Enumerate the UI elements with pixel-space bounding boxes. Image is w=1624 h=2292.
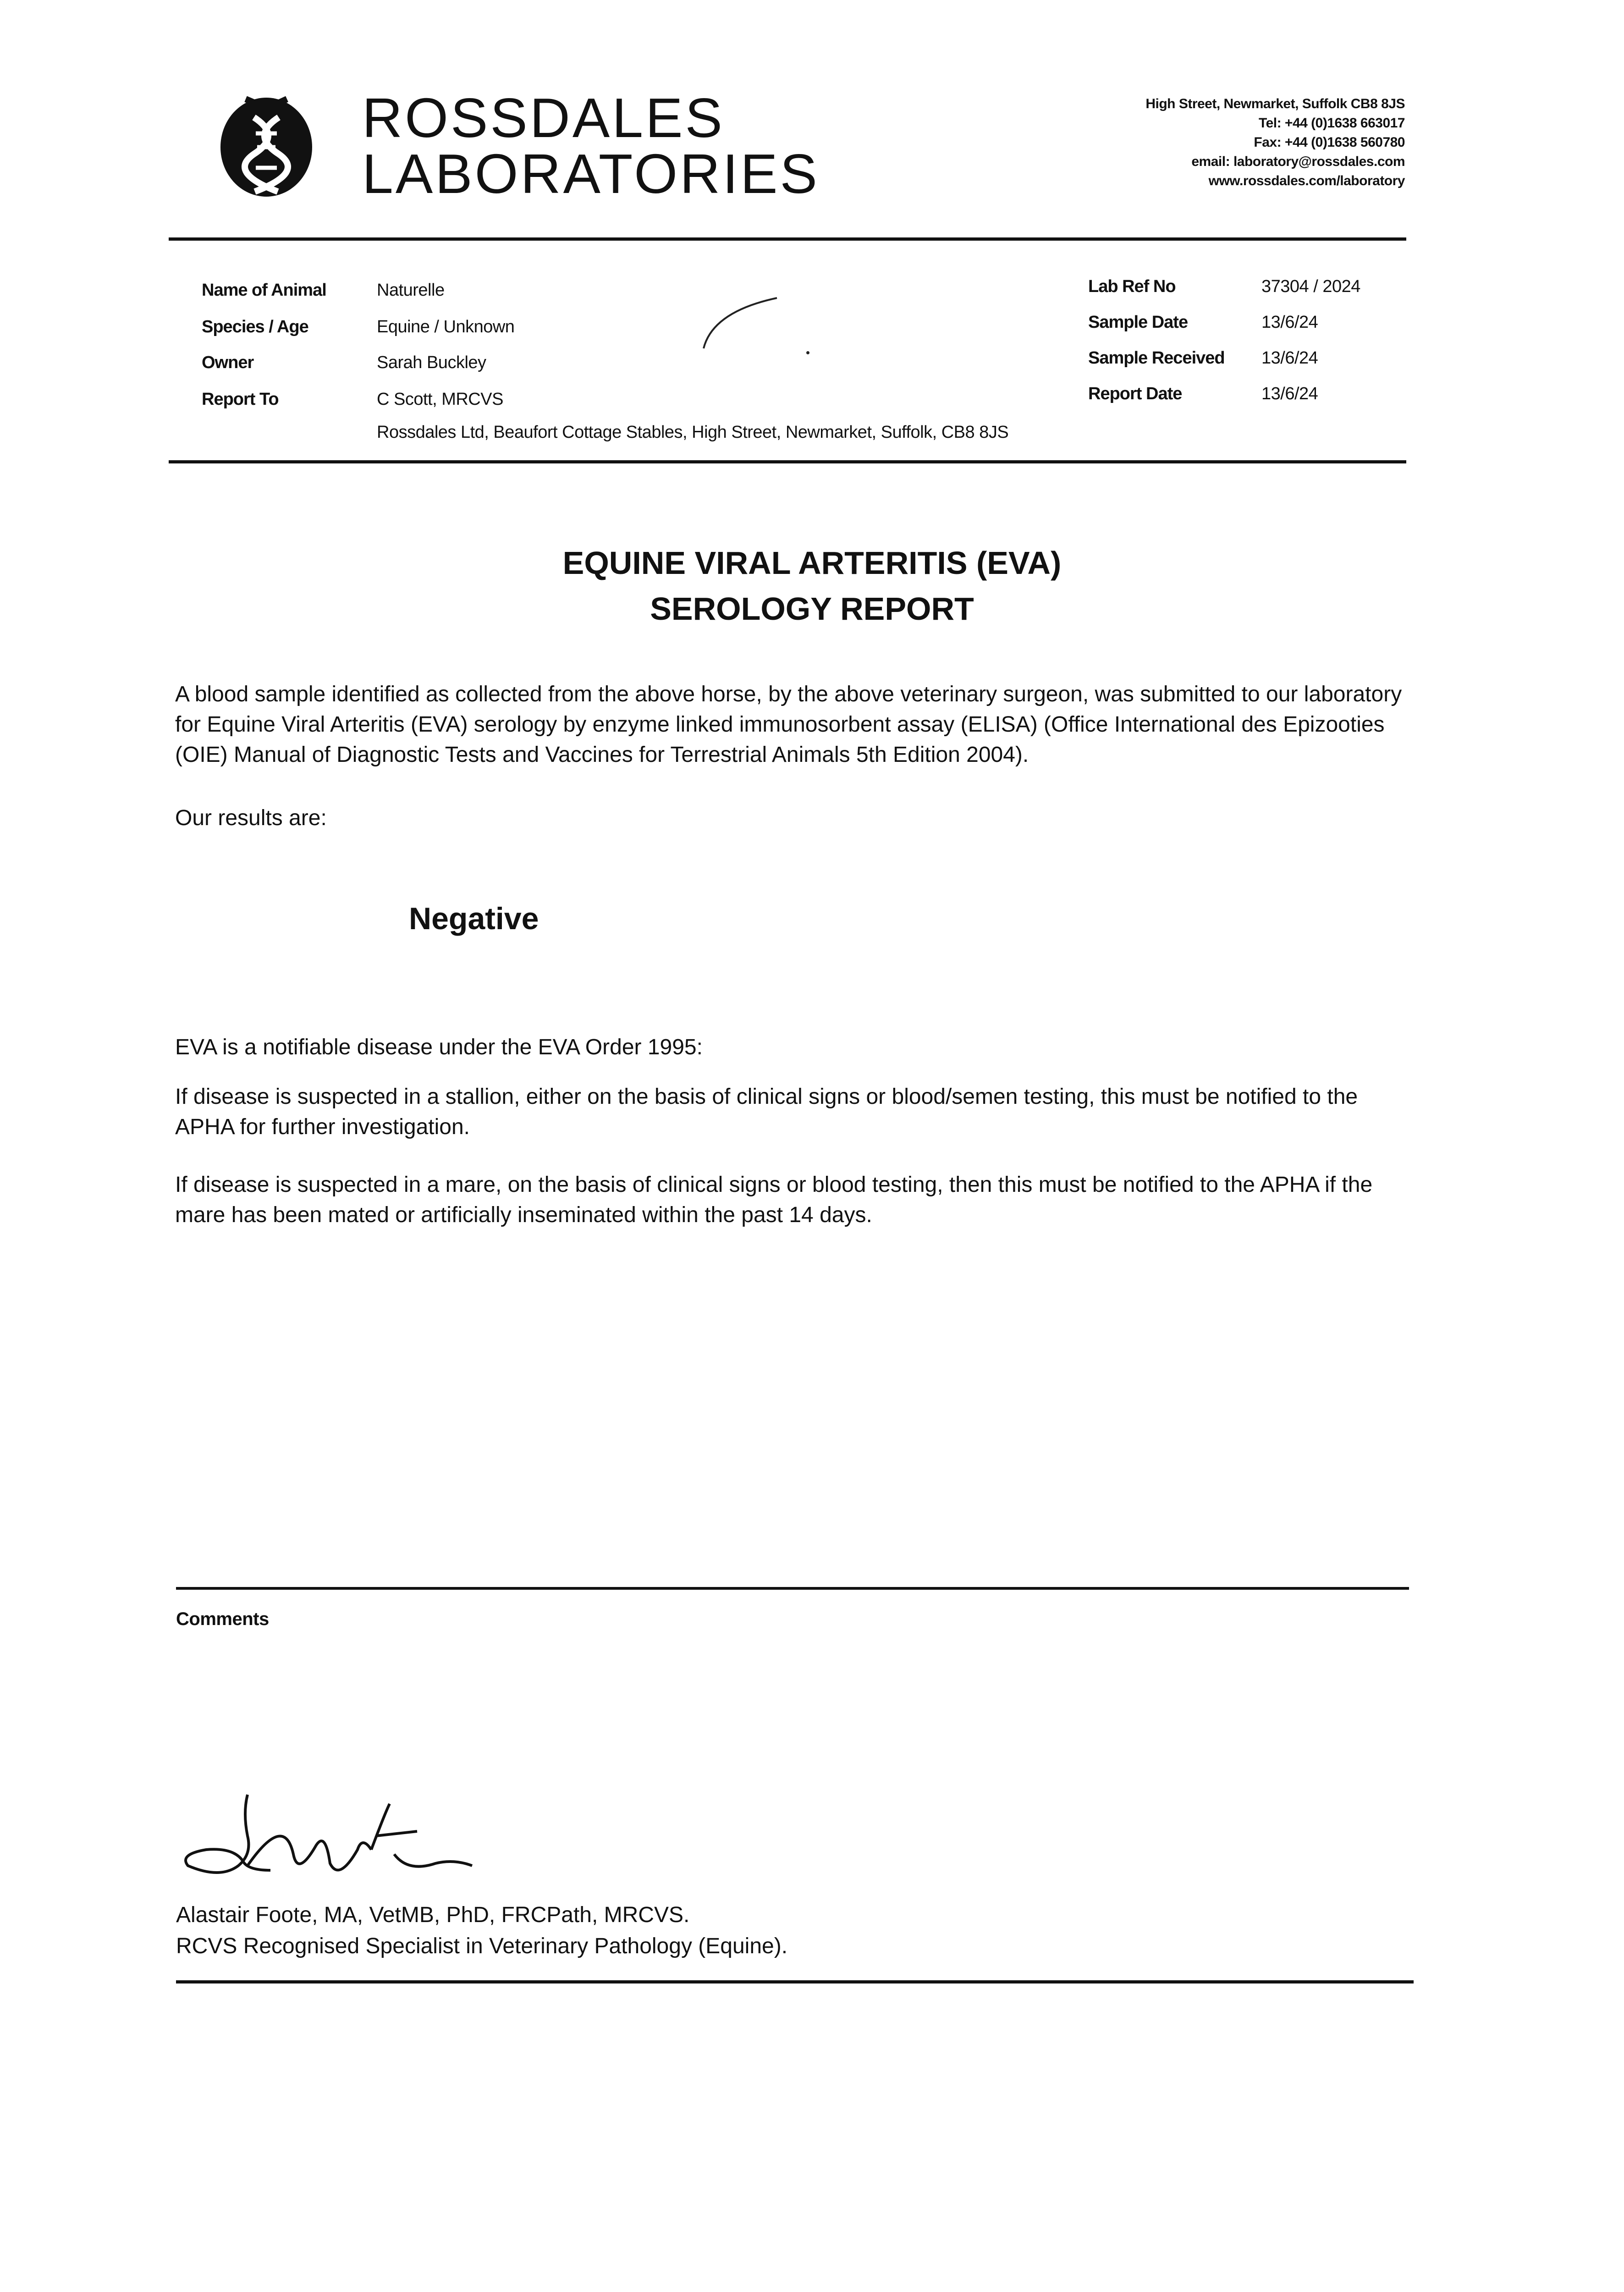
name-of-animal-value: Naturelle xyxy=(377,281,445,300)
header-divider xyxy=(169,237,1406,241)
report-date-value: 13/6/24 xyxy=(1261,384,1318,403)
species-age-value: Equine / Unknown xyxy=(377,317,515,336)
sample-received-value: 13/6/24 xyxy=(1261,348,1318,368)
brand-line-1: ROSSDALES xyxy=(362,87,725,149)
signatory-name: Alastair Foote, MA, VetMB, PhD, FRCPath, MRCVS. xyxy=(176,1903,690,1927)
address-line: High Street, Newmarket, Suffolk CB8 8JS xyxy=(1145,96,1405,111)
report-to-value: C Scott, MRCVS xyxy=(377,390,503,409)
report-to-address: Rossdales Ltd, Beaufort Cottage Stables, High Street, Newmarket, Suffolk, CB8 8JS xyxy=(377,423,1009,442)
pen-dot xyxy=(806,351,809,354)
species-age-label: Species / Age xyxy=(202,317,308,336)
report-date-label: Report Date xyxy=(1088,384,1182,403)
lab-ref-value: 37304 / 2024 xyxy=(1261,277,1360,296)
signatory-title: RCVS Recognised Specialist in Veterinary Pathology (Equine). xyxy=(176,1934,788,1958)
test-result: Negative xyxy=(409,901,539,936)
report-title xyxy=(0,540,1624,632)
comments-divider xyxy=(176,1587,1409,1590)
stallion-note: If disease is suspected in a stallion, either on the basis of clinical signs or blood/semen testing, this must be notified to the APHA for further investigation. xyxy=(175,1085,1358,1139)
signature-icon xyxy=(179,1785,500,1895)
sample-date-label: Sample Date xyxy=(1088,313,1188,332)
fax-value: +44 (0)1638 560780 xyxy=(1284,135,1405,150)
fax-label: Fax: xyxy=(1254,135,1282,150)
website-line: www.rossdales.com/laboratory xyxy=(1208,173,1405,188)
fax-line xyxy=(1145,133,1405,152)
report-to-label: Report To xyxy=(202,390,279,409)
comments-label: Comments xyxy=(176,1609,269,1629)
report-title-line-2: SEROLOGY REPORT xyxy=(650,591,974,627)
tel-line xyxy=(1145,114,1405,133)
email-label: email: xyxy=(1191,154,1230,169)
intro-paragraph: A blood sample identified as collected from the above horse, by the above veterinary surgeon, was submitted to our laboratory for Equine Viral Arteritis (EVA) serology by enzyme linked immunosorbent assay (ELISA) (Office International des Epizooties (OIE) Manual of Diagnostic Tests and Vaccines for Terrestrial Animals 5th Edition 2004). xyxy=(175,682,1402,767)
pen-mark-icon xyxy=(699,293,786,362)
email-line xyxy=(1145,152,1405,171)
results-intro: Our results are: xyxy=(175,806,327,830)
name-of-animal-label: Name of Animal xyxy=(202,281,326,300)
brand-name xyxy=(362,87,820,205)
tel-value: +44 (0)1638 663017 xyxy=(1284,116,1405,131)
sample-received-label: Sample Received xyxy=(1088,348,1225,368)
brand-line-2: LABORATORIES xyxy=(362,143,820,205)
email-value: laboratory@rossdales.com xyxy=(1233,154,1405,169)
notifiable-statement: EVA is a notifiable disease under the EVA Order 1995: xyxy=(175,1035,703,1059)
rossdales-logo-icon xyxy=(218,90,314,199)
footer-divider xyxy=(176,1980,1414,1983)
lab-ref-label: Lab Ref No xyxy=(1088,277,1176,296)
tel-label: Tel: xyxy=(1258,116,1282,131)
mare-note: If disease is suspected in a mare, on the basis of clinical signs or blood testing, then this must be notified to the APHA if the mare has been mated or artificially inseminated within the past 14 days. xyxy=(175,1173,1373,1227)
lab-contact-block xyxy=(1145,94,1405,191)
info-divider xyxy=(169,460,1406,463)
sample-date-value: 13/6/24 xyxy=(1261,313,1318,332)
owner-label: Owner xyxy=(202,353,254,372)
owner-value: Sarah Buckley xyxy=(377,353,486,372)
report-title-line-1: EQUINE VIRAL ARTERITIS (EVA) xyxy=(562,545,1062,581)
